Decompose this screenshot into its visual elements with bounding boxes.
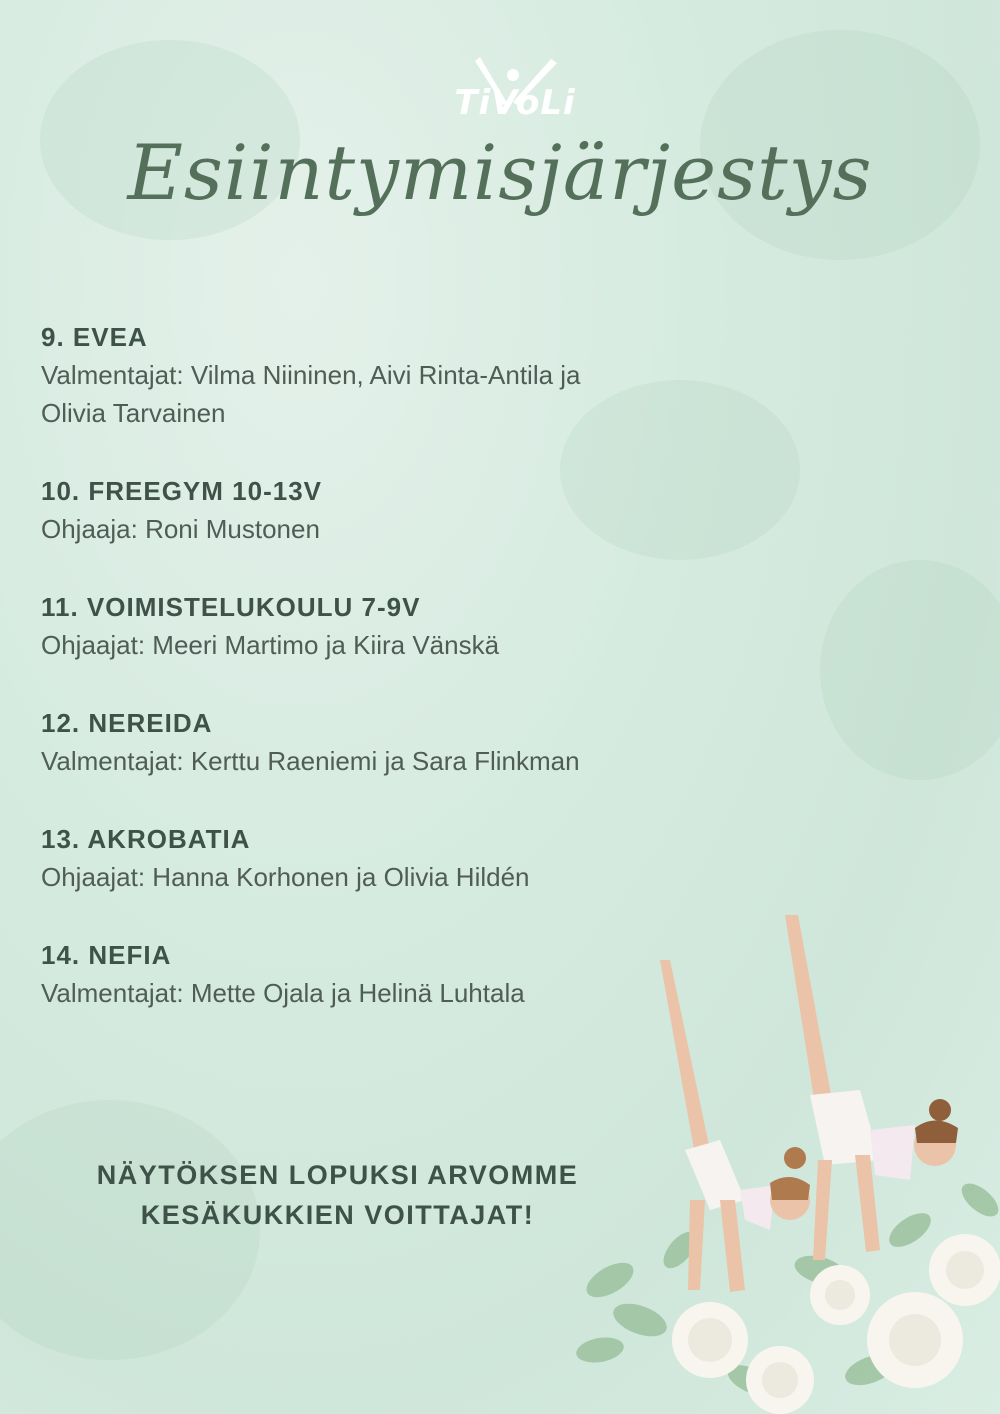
item-heading: 13. AKROBATIA [41, 824, 251, 854]
item-detail: Ohjaajat: Hanna Korhonen ja Olivia Hildén [41, 862, 530, 892]
closing-line-1: NÄYTÖKSEN LOPUKSI ARVOMME [96, 1160, 579, 1190]
item-detail: Ohjaajat: Meeri Martimo ja Kiira Vänskä [41, 630, 500, 660]
item-heading: 11. VOIMISTELUKOULU 7-9V [41, 592, 421, 622]
list-item [41, 318, 721, 432]
closing-line-2: KESÄKUKKIEN VOITTAJAT! [140, 1200, 535, 1230]
bg-blot [820, 560, 1000, 780]
list-item [41, 820, 721, 896]
gymnast-right [785, 915, 958, 1260]
gymnasts-illustration [570, 900, 1000, 1414]
logo-text: TiVoLi [454, 83, 576, 123]
item-detail: Valmentajat: Mette Ojala ja Helinä Luhtala [41, 978, 525, 1008]
item-detail: Olivia Tarvainen [41, 398, 226, 428]
item-detail: Ohjaaja: Roni Mustonen [41, 514, 320, 544]
item-heading: 12. NEREIDA [41, 708, 213, 738]
item-heading: 10. FREEGYM 10-13V [41, 476, 322, 506]
page-title: Esiintymisjärjestys [127, 128, 873, 217]
item-detail: Valmentajat: Vilma Niininen, Aivi Rinta-Antila ja [41, 360, 581, 390]
closing-message [60, 1155, 615, 1235]
item-heading: 9. EVEA [41, 322, 148, 352]
list-item [41, 704, 721, 780]
list-item [41, 588, 721, 664]
list-item [41, 472, 721, 548]
item-detail: Valmentajat: Kerttu Raeniemi ja Sara Flinkman [41, 746, 580, 776]
item-heading: 14. NEFIA [41, 940, 172, 970]
white-roses-icon [672, 1234, 1000, 1414]
